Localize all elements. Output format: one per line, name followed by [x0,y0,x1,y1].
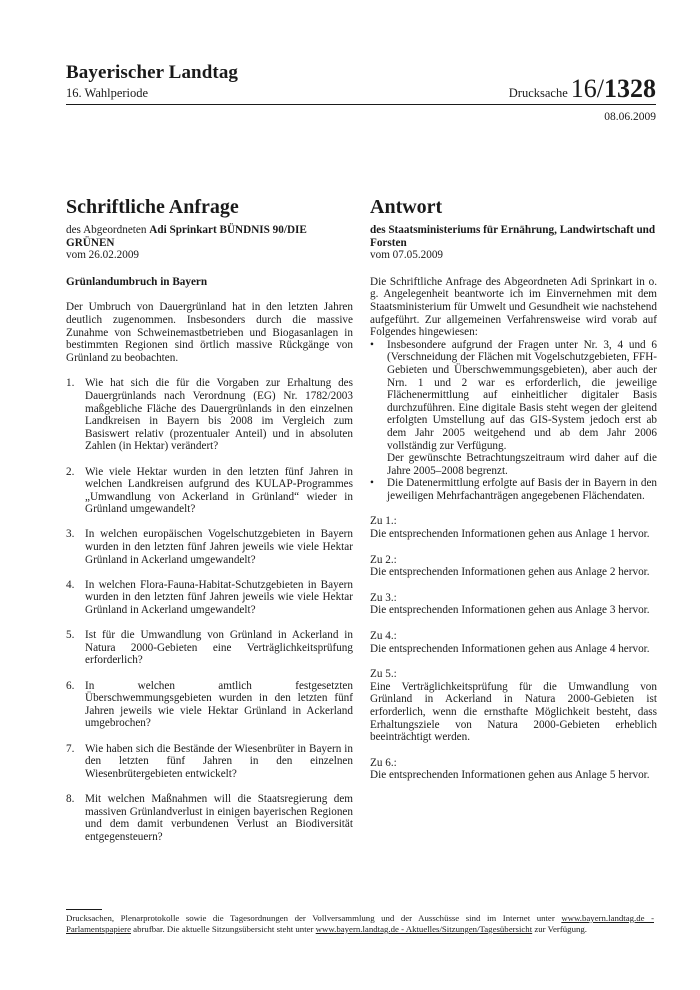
answer-label: Zu 2.: [370,553,397,566]
question-item [66,743,353,781]
answer-intro: Die Schriftliche Anfrage des Abgeordneten Adi Sprinkart in o. g. Angelegenheit beantworte ich im Einvernehmen mit dem Staatsministerium für Umwelt und Gesundheit wie nachstehend aufgeführt. Zur allgemeinen Verfahrensweise wird vorab auf Folgendes hingewiesen: [370,275,657,339]
question-number: 2. [66,465,75,478]
question-text: In welchen amtlich festgesetzten Überschwemmungsgebieten wurden in den letzten fünf Jahren jeweils wie viele Hektar Grünland in Ackerland umgebrochen? [85,679,353,730]
answer-date: vom 07.05.2009 [370,249,444,262]
question-text: Wie viele Hektar wurden in den letzten fünf Jahren in welchen Landkreisen aufgrund des KULAP-Programmes „Umwandlung von Ackerland in Grünland“ wieder in Grünland umgewandelt? [85,465,353,516]
bullet-item [370,477,657,502]
footnote-rule [66,909,102,910]
document-label: Drucksache [508,86,568,100]
bullet-icon: • [370,477,374,490]
parliament-title: Bayerischer Landtag [66,62,239,83]
question-heading: Schriftliche Anfrage [66,196,239,218]
question-text: In welchen europäischen Vogelschutzgebieten in Bayern wurden in den letzten fünf Jahren jeweils wie viele Hektar Grünland in Ackerland umgewandelt? [85,528,353,566]
document-number [509,76,656,102]
bullet-extra-text: Der gewünschte Betrachtungszeitraum wird daher auf die Jahre 2005–2008 begrenzt. [387,452,657,477]
answer-heading: Antwort [370,196,443,218]
answer-item [370,668,657,744]
question-text: Ist für die Umwandlung von Grünland in Ackerland in Natura 2000-Gebieten eine Verträglichkeitsprüfung erforderlich? [85,629,353,667]
question-text: In welchen Flora-Fauna-Habitat-Schutzgebieten in Bayern wurden in den letzten fünf Jahren jeweils wie viele Hektar Grünland in Ackerland umgewandelt? [85,578,353,617]
document-number-main: 1328 [604,74,656,103]
question-author-name: Adi Sprinkart BÜNDNIS 90/DIE GRÜNEN [66,224,307,249]
question-intro: Der Umbruch von Dauergrünland hat in den letzten Jahren deutlich zugenommen. Insbesonders durch die massive Zunahme von Schweinemastbetrieben und Biogasanlagen in bestimmten Regionen sind örtlich massive Rückgänge von Grünland zu beobachten. [66,301,353,364]
answer-text: Die entsprechenden Informationen gehen aus Anlage 4 hervor. [370,642,650,655]
document-number-prefix: 16/ [570,74,604,103]
footnote: Drucksachen, Plenarprotokolle sowie die Tagesordnungen der Vollversammlung und der Ausschüsse sind im Internet unter www.bayern.landtag.de - Parlamentspapiere abrufbar. Die aktuelle Sitzungsübersicht steht unter www.bayern.landtag.de - Aktuelles/Sitzungen/Tagesübersicht zur Verfügung. [66,913,654,934]
question-item [66,377,353,453]
question-author: des Abgeordneten Adi Sprinkart BÜNDNIS 90/DIE GRÜNEN [66,224,307,249]
link-tagesuebersicht[interactable]: www.bayern.landtag.de - Aktuelles/Sitzungen/Tagesübersicht [315,924,533,934]
bullet-item [370,339,657,478]
answer-item [370,757,657,782]
answer-text: Die entsprechenden Informationen gehen aus Anlage 3 hervor. [370,604,650,617]
answer-text: Die entsprechenden Informationen gehen aus Anlage 2 hervor. [370,566,650,579]
question-number: 3. [66,528,75,541]
answer-list [370,515,657,782]
link-parlamentspapiere[interactable]: www.bayern.landtag.de - Parlamentspapiere [66,913,654,934]
legislative-period: 16. Wahlperiode [66,86,149,100]
question-number: 7. [66,742,75,755]
bullet-list [370,339,657,503]
question-item [66,793,353,843]
question-text: Wie haben sich die Bestände der Wiesenbrüter in Bayern in den letzten fünf Jahren in den einzelnen Wiesenbrütergebieten entwickelt? [85,742,353,780]
question-number: 1. [66,377,75,390]
answer-item [370,515,657,540]
bullet-icon: • [370,338,374,351]
question-column [66,196,353,856]
answer-label: Zu 5.: [370,668,397,681]
question-number: 4. [66,578,75,591]
answer-author: des Staatsministeriums für Ernährung, Landwirtschaft und Forsten [370,224,656,249]
answer-text: Die entsprechenden Informationen gehen aus Anlage 1 hervor. [370,528,650,541]
answer-label: Zu 6.: [370,756,397,769]
answer-label: Zu 4.: [370,630,397,643]
document-date: 08.06.2009 [604,111,656,123]
question-number: 6. [66,679,75,692]
answer-label: Zu 3.: [370,591,397,604]
question-date: vom 26.02.2009 [66,249,140,262]
answer-item [370,630,657,655]
question-item [66,579,353,617]
answer-item [370,592,657,617]
question-number: 8. [66,792,75,805]
question-item [66,466,353,516]
header-rule [66,104,656,105]
question-item [66,680,353,730]
answer-column [370,196,657,782]
question-number: 5. [66,629,75,642]
question-subject: Grünlandumbruch in Bayern [66,275,208,288]
question-text: Wie hat sich die für die Vorgaben zur Erhaltung des Dauergrünlands nach Verordnung (EG) Nr. 1782/2003 maßgebliche Fläche des Dauergrünlands in den einzelnen Landkreisen in Bayern bis 2008 im Vergleich zum Basiswert relativ (prozentualer Anteil) und in absoluten Zahlen (in Hektar) verändert? [85,377,353,453]
question-text: Mit welchen Maßnahmen will die Staatsregierung dem massiven Grünlandverlust in einigen bayerischen Regionen und dem damit verbundenen Verlust an Biodiversität entgegensteuern? [85,792,353,843]
answer-label: Zu 1.: [370,515,397,528]
answer-item [370,554,657,579]
question-item [66,528,353,566]
question-list [66,377,353,843]
answer-text: Eine Verträglichkeitsprüfung für die Umwandlung von Grünland in Ackerland in Natura 2000-Gebieten ist erforderlich, wenn die ernsthafte Möglichkeit besteht, dass Erhaltungsziele von Natura 2000-Gebieten erheblich beeinträchtigt werden. [370,680,657,744]
question-item [66,629,353,667]
bullet-text: Insbesondere aufgrund der Fragen unter Nr. 3, 4 und 6 (Verschneidung der Flächen mit Vogelschutzgebieten, FFH-Gebieten und Überschwemmungsgebieten), aber auch der Nrn. 1 und 2 war es erforderlich, die jeweilige Flächenermittlung auf einheitlicher digitaler Basis durchzuführen. Eine digitale Basis steht wegen der gleitend erfolgten Umstellung auf das GIS-System jedoch erst ab dem Jahr 2005 weitgehend und ab dem Jahr 2006 vollständig zur Verfügung. [387,338,657,452]
bullet-text: Die Datenermittlung erfolgte auf Basis der in Bayern in den jeweiligen Mehrfachanträgen angegebenen Flächendaten. [387,477,657,502]
answer-text: Die entsprechenden Informationen gehen aus Anlage 5 hervor. [370,769,650,782]
